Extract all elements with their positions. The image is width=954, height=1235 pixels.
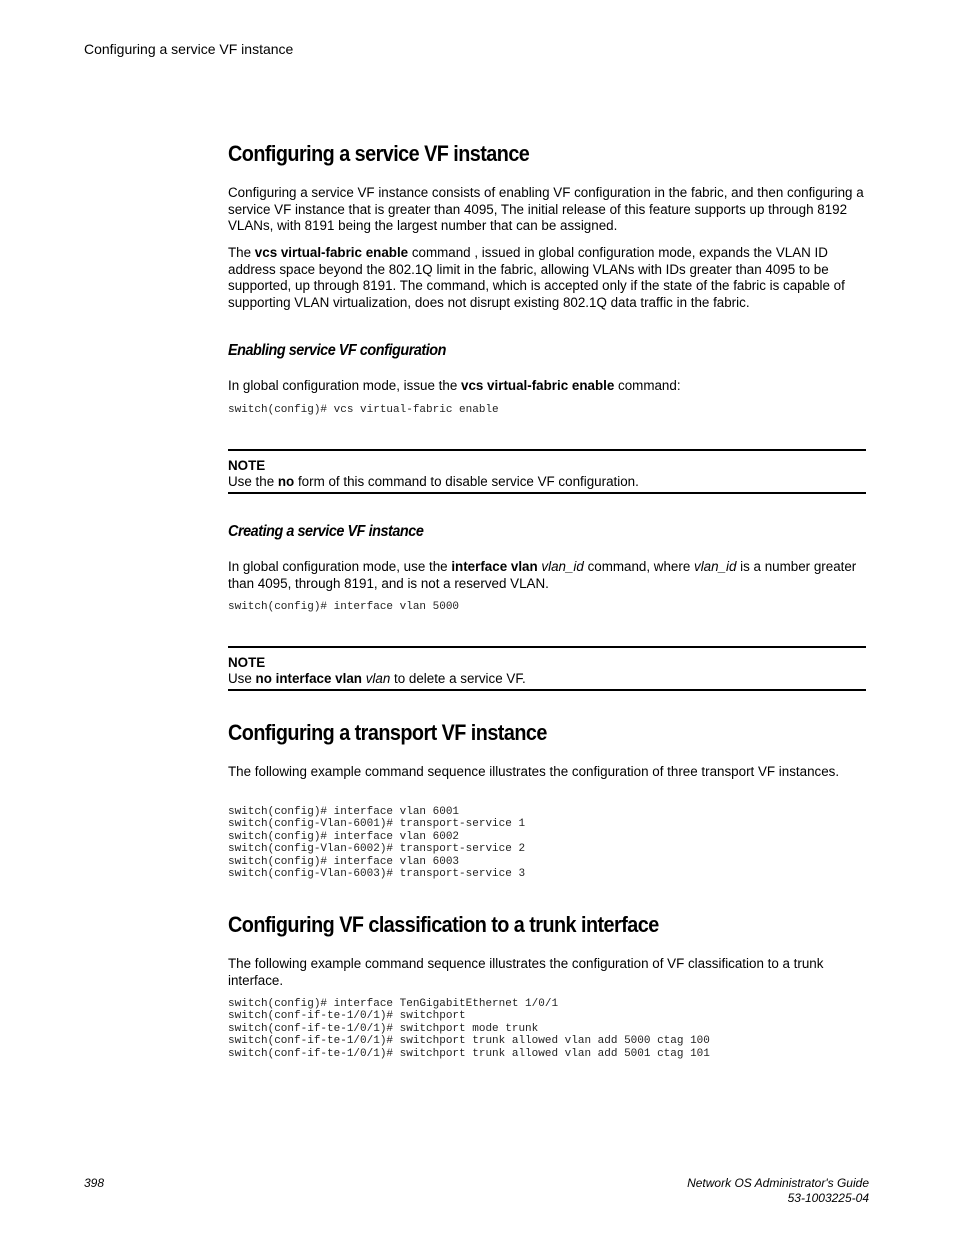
footer-doc-info [687,1176,869,1206]
text-run: is a number greater than 4095, through 8191, and is not a reserved VLAN. [228,559,857,591]
note-text [228,474,866,491]
command-name: vcs virtual-fabric enable [254,245,409,260]
text-run: Use the [228,474,278,489]
vf-classification-paragraph: The following example command sequence illustrates the configuration of VF classification to a trunk interface. [228,956,824,988]
section-heading-transport-vf: Configuring a transport VF instance [228,720,547,745]
text-run: form of this command to disable service VF configuration. [294,474,639,489]
section-heading-vf-classification: Configuring VF classification to a trunk interface [228,912,659,937]
command-name: interface vlan [451,559,538,574]
note-text [228,671,866,688]
code-block-transport: switch(config)# interface vlan 6001 switch(config-Vlan-6001)# transport-service 1 switch(config)# interface vlan 6002 switch(config-Vlan-6002)# transport-service 2 switch(config)# interface vlan 6003 switch(config-Vlan-6003)# transport-service 3 [228,806,526,881]
command-argument: vlan [365,671,391,686]
command-name: no interface vlan [255,671,362,686]
code-block-create: switch(config)# interface vlan 5000 [228,601,460,613]
note-title: NOTE [228,655,266,670]
subheading-creating-service-vf: Creating a service VF instance [228,523,424,540]
command-argument: vlan_id [694,559,737,574]
section-heading-service-vf: Configuring a service VF instance [228,141,530,166]
command-name: no [277,474,295,489]
create-instruction [228,559,864,592]
text-run: In global configuration mode, use the [228,559,452,574]
code-block-trunk: switch(config)# interface TenGigabitEthernet 1/0/1 switch(conf-if-te-1/0/1)# switchport switch(conf-if-te-1/0/1)# switchport mode trunk switch(conf-if-te-1/0/1)# switchport trunk allowed vlan add 5000 ctag 100 switch(conf-if-te-1/0/1)# switchport trunk allowed vlan add 5001 ctag 101 [228,998,710,1060]
running-header: Configuring a service VF instance [84,41,294,57]
enable-instruction [228,378,864,395]
text-run: Use [228,671,256,686]
text-run: command: [614,378,681,393]
command-argument: vlan_id [541,559,584,574]
command-name: vcs virtual-fabric enable [461,378,615,393]
text-run: command, where [583,559,694,574]
note-box [228,646,866,691]
note-title: NOTE [228,458,266,473]
code-block-enable: switch(config)# vcs virtual-fabric enable [228,404,499,416]
text-run: In global configuration mode, issue the [228,378,461,393]
note-box [228,449,866,494]
transport-vf-paragraph: The following example command sequence illustrates the configuration of three transport VF instances. [228,764,840,779]
service-vf-intro-paragraph: Configuring a service VF instance consists of enabling VF configuration in the fabric, and then configuring a service VF instance that is greater than 4095, The initial release of this feature supports up through 8192 VLANs, with 8191 being the largest number that can be assigned. [228,185,864,234]
page-number: 398 [84,1176,105,1190]
doc-title: Network OS Administrator's Guide [687,1176,869,1190]
text-run: command , issued in global configuration mode, expands the VLAN ID address space beyond the 802.1Q limit in the fabric, allowing VLANs with IDs greater than 4095 to be supported, up through 8191. The command, which is accepted only if the state of the fabric is capable of supporting VLAN virtualization, does not disrupt existing 802.1Q data traffic in the fabric. [228,245,845,310]
vcs-enable-paragraph [228,245,864,311]
subheading-enabling-service-vf: Enabling service VF configuration [228,342,446,359]
text-run: to delete a service VF. [390,671,526,686]
text-run: The [228,245,255,260]
doc-number: 53-1003225-04 [787,1191,869,1205]
